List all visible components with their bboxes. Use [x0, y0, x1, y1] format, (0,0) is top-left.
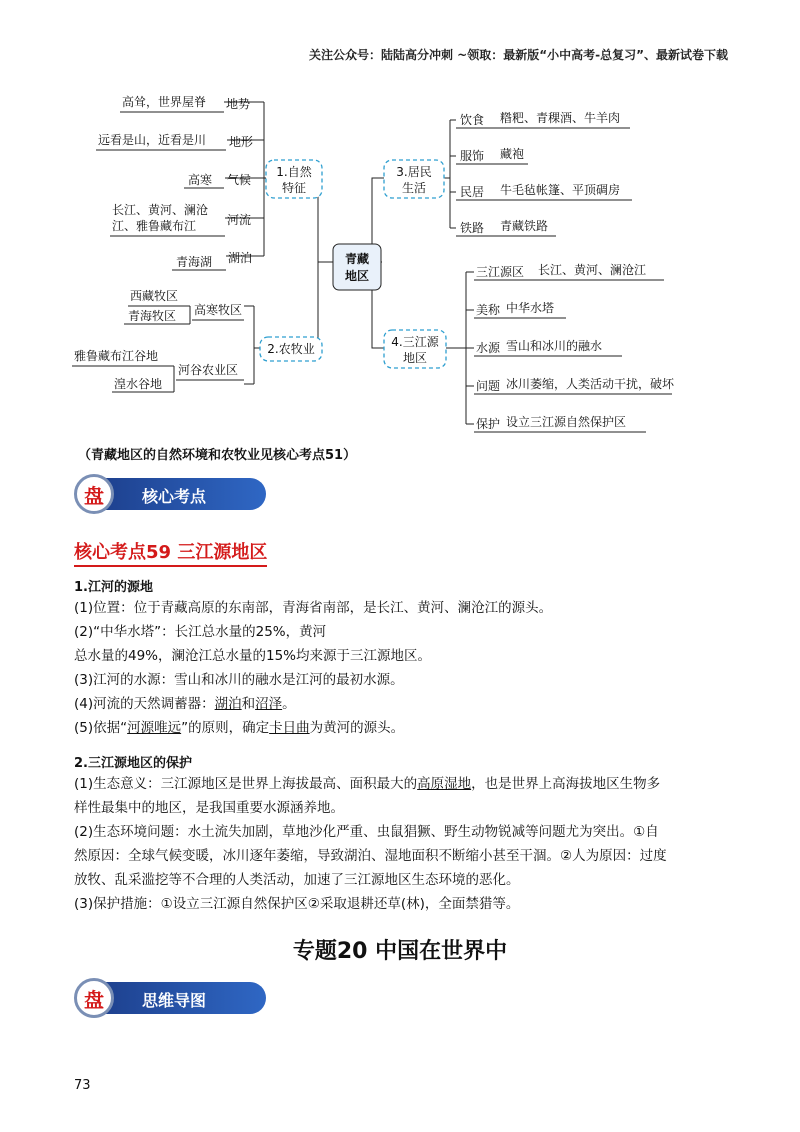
b1-val-climate: 高寒	[188, 173, 213, 187]
branch-4-label-1: 4.三江源	[391, 335, 439, 349]
center-node	[333, 244, 381, 290]
branch-1-label-2: 特征	[281, 181, 307, 195]
branch-3-label-2: 生活	[401, 181, 427, 195]
mindmap-caption: （青藏地区的自然环境和农牧业见核心考点51）	[78, 448, 357, 463]
s2-line-5: 放牧、乱采滥挖等不合理的人类活动，加速了三江源地区生态环境的恶化。	[74, 872, 520, 888]
b1-val-terrain-height: 高耸，世界屋脊	[122, 95, 207, 109]
s2-line-2: 样性最集中的地区，是我国重要水源涵养地。	[74, 800, 344, 816]
branch-3-label-1: 3.居民	[396, 165, 432, 179]
b3-val-housing: 牛毛毡帐篷、平顶碉房	[500, 183, 621, 197]
b4-key-problem: 问题	[476, 379, 501, 393]
page-number: 73	[74, 1078, 91, 1093]
b4-val-area: 长江、黄河、澜沧江	[538, 263, 647, 277]
s1-line-4: (3)江河的水源：雪山和冰川的融水是江河的最初水源。	[74, 672, 404, 688]
key-point-title: 核心考点59 三江源地区	[74, 538, 267, 567]
branch-2-label: 2.农牧业	[267, 342, 315, 356]
branch-1-label-1: 1.自然	[276, 165, 312, 179]
center-text-2: 地区	[344, 269, 370, 283]
center-text-1: 青藏	[344, 252, 370, 266]
b2-key-pasture: 高寒牧区	[194, 303, 243, 317]
b1-key-river: 河流	[227, 213, 252, 227]
b1-val-lake: 青海湖	[176, 255, 213, 269]
b2-sub-huangshui: 湟水谷地	[114, 377, 163, 391]
banner-text: 思维导图	[142, 991, 207, 1010]
b3-val-food: 糌粑、青稞酒、牛羊肉	[500, 111, 621, 125]
banner-text: 核心考点	[142, 487, 207, 506]
b4-val-water: 雪山和冰川的融水	[506, 339, 603, 353]
s1-line-3: 总水量的49%，澜沧江总水量的15%均来源于三江源地区。	[74, 648, 432, 664]
section-2-body	[74, 772, 734, 916]
b4-val-protect: 设立三江源自然保护区	[506, 415, 627, 429]
b3-key-food: 饮食	[460, 113, 485, 127]
b2-key-valley: 河谷农业区	[178, 363, 239, 377]
s1-line-2: (2)“中华水塔”：长江总水量的25%，黄河	[74, 624, 327, 640]
pan-icon: 盘	[84, 483, 104, 508]
b1-val-river-2: 江、雅鲁藏布江	[112, 219, 197, 233]
b1-key-climate: 气候	[227, 173, 252, 187]
mind-map	[0, 0, 800, 440]
b4-key-water: 水源	[476, 341, 501, 355]
s2-line-1: (1)生态意义：三江源地区是世界上海拔最高、面积最大的高原湿地，也是世界上高海拔地区生物多	[74, 776, 661, 792]
b4-key-protect: 保护	[476, 417, 501, 431]
b1-key-terrain-height: 地势	[226, 97, 251, 111]
page-header: 关注公众号：陆陆高分冲刺 ~领取：最新版“小中高考-总复习”、最新试卷下载	[309, 48, 728, 62]
b3-val-clothing: 藏袍	[500, 147, 525, 161]
section-1-title: 1.江河的源地	[74, 580, 153, 595]
s2-line-6: (3)保护措施：①设立三江源自然保护区②采取退耕还草(林)，全面禁猎等。	[74, 896, 520, 912]
b1-key-landform: 地形	[229, 135, 254, 149]
section-2-title: 2.三江源地区的保护	[74, 756, 192, 771]
b4-key-area: 三江源区	[476, 265, 525, 279]
b2-sub-qinghai: 青海牧区	[128, 309, 177, 323]
topic-title: 专题20 中国在世界中	[292, 939, 508, 964]
b3-val-railway: 青藏铁路	[500, 219, 549, 233]
core-points-banner	[74, 474, 266, 514]
b4-val-name: 中华水塔	[506, 301, 555, 315]
b3-key-clothing: 服饰	[460, 149, 485, 163]
branch-4-label-2: 地区	[402, 351, 428, 365]
b3-key-railway: 铁路	[460, 221, 485, 235]
b3-key-housing: 民居	[460, 185, 485, 199]
pan-icon: 盘	[84, 987, 104, 1012]
s1-line-6: (5)依据“河源唯远”的原则，确定卡日曲为黄河的源头。	[74, 720, 405, 736]
mindmap-banner	[74, 978, 266, 1018]
b4-val-problem: 冰川萎缩，人类活动干扰，破坏	[506, 377, 675, 391]
s1-line-1: (1)位置：位于青藏高原的东南部，青海省南部，是长江、黄河、澜沧江的源头。	[74, 600, 553, 616]
b1-val-river-1: 长江、黄河、澜沧	[112, 203, 209, 217]
s1-line-5: (4)河流的天然调蓄器：湖泊和沼泽。	[74, 696, 296, 712]
b4-key-name: 美称	[476, 303, 501, 317]
b2-sub-tibet: 西藏牧区	[130, 289, 179, 303]
section-1-body	[74, 596, 734, 740]
s2-line-3: (2)生态环境问题：水土流失加剧，草地沙化严重、虫鼠猖獗、野生动物锐减等问题尤为突出。①自	[74, 824, 659, 840]
b1-val-landform: 远看是山，近看是川	[98, 133, 207, 147]
b1-key-lake: 湖泊	[228, 251, 253, 265]
s2-line-4: 然原因：全球气候变暖，冰川逐年萎缩，导致湖泊、湿地面积不断缩小甚至干涸。②人为原因：过度	[74, 848, 667, 864]
b2-sub-yarlung: 雅鲁藏布江谷地	[74, 349, 159, 363]
